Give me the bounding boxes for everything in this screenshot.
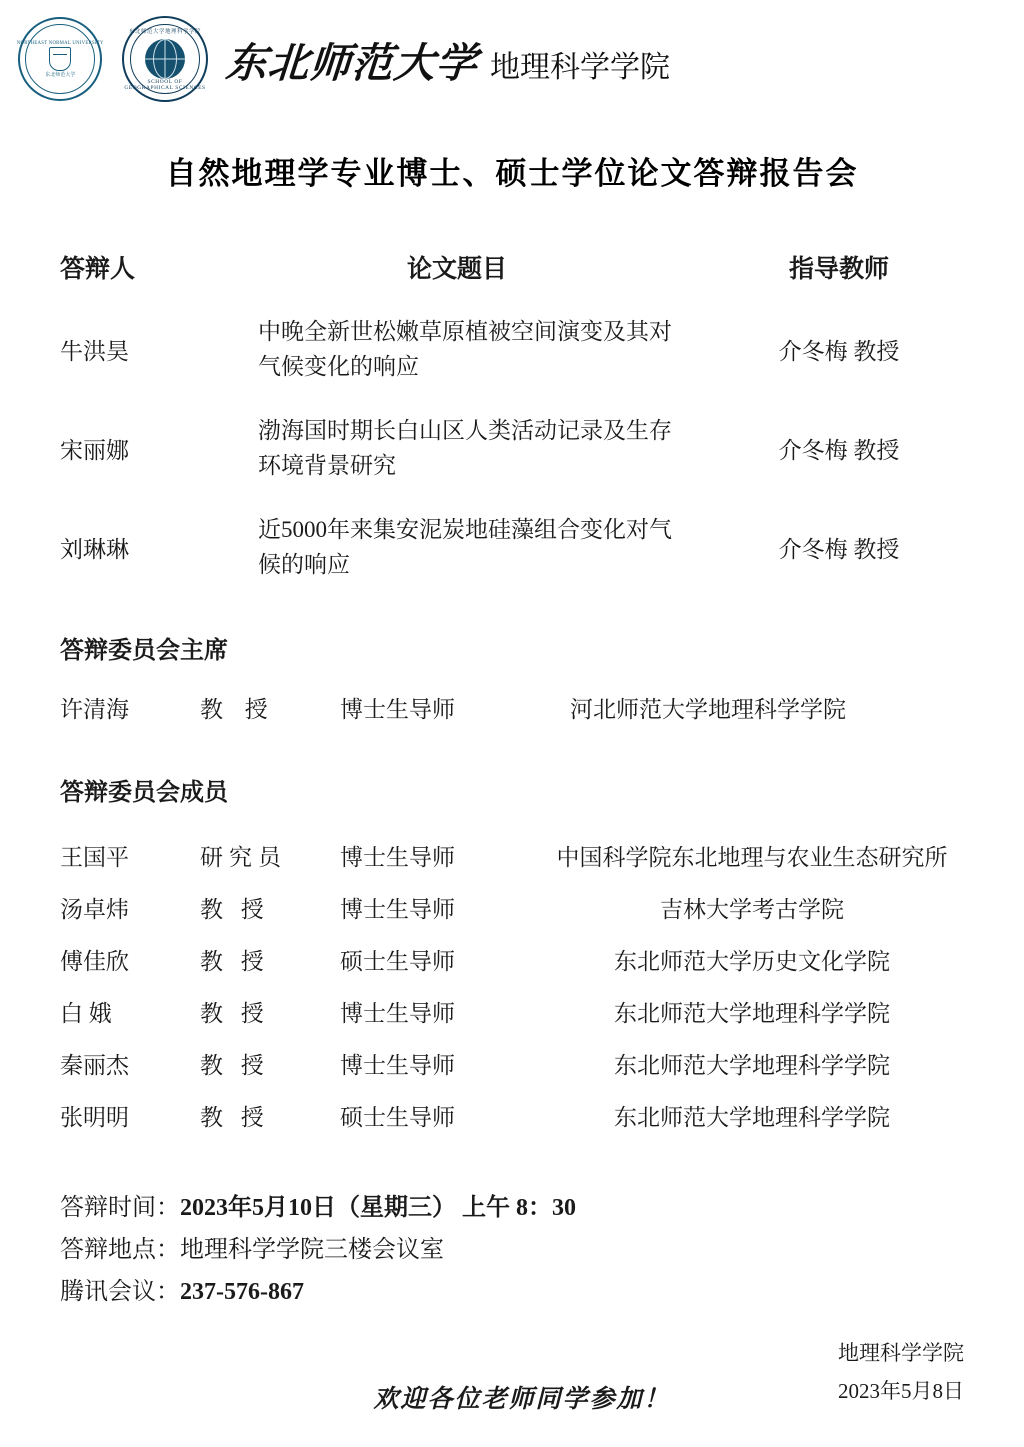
defense-time-line	[60, 1187, 964, 1229]
member-degree: 博士生导师	[340, 1000, 455, 1026]
defense-place-label: 答辩地点：	[60, 1237, 180, 1263]
candidate-name: 宋丽娜	[60, 438, 129, 463]
member-org: 东北师范大学地理科学学院	[614, 1000, 890, 1026]
seal2-arc-bottom: SCHOOL OF GEOGRAPHICAL SCIENCES	[124, 79, 206, 91]
member-org: 东北师范大学历史文化学院	[614, 948, 890, 974]
column-header-name: 答辩人	[60, 256, 136, 283]
member-rank: 教 授	[200, 896, 270, 922]
column-header-thesis: 论文题目	[406, 256, 507, 283]
candidate-thesis: 中晚全新世松嫩草原植被空间演变及其对气候变化的响应	[258, 319, 672, 379]
member-degree: 博士生导师	[340, 896, 455, 922]
globe-icon	[145, 39, 185, 79]
chair-rank: 教 授	[200, 697, 276, 722]
member-rank: 教 授	[200, 1052, 270, 1078]
candidate-thesis: 近5000年来集安泥炭地硅藻组合变化对气候的响应	[258, 517, 672, 577]
member-org: 东北师范大学地理科学学院	[614, 1104, 890, 1130]
school-name: 地理科学学院	[490, 50, 670, 84]
member-rank: 教 授	[200, 948, 270, 974]
footer-issuer: 地理科学学院	[838, 1341, 964, 1365]
candidate-name: 刘琳琳	[60, 537, 129, 562]
university-name: 东北师范大学	[224, 39, 480, 86]
defense-place-value: 地理科学学院三楼会议室	[180, 1237, 444, 1263]
list-item	[60, 1037, 964, 1089]
list-item	[60, 933, 964, 985]
member-org: 东北师范大学地理科学学院	[614, 1052, 890, 1078]
member-name: 张明明	[60, 1104, 129, 1130]
geography-school-seal-icon	[122, 16, 208, 102]
chair-row	[60, 691, 964, 724]
members-list	[0, 829, 1024, 1141]
member-degree: 硕士生导师	[340, 948, 455, 974]
list-item	[60, 829, 964, 881]
nenu-english-seal-icon	[18, 17, 102, 101]
candidate-thesis: 渤海国时期长白山区人类活动记录及生存环境背景研究	[258, 418, 672, 478]
candidate-advisor: 介冬梅 教授	[778, 438, 900, 463]
list-item	[60, 985, 964, 1037]
member-degree: 博士生导师	[340, 1052, 455, 1078]
footer-date: 2023年5月8日	[838, 1378, 964, 1403]
defense-time-value: 2023年5月10日（星期三） 上午 8：30	[180, 1195, 576, 1221]
seal1-shield-icon	[49, 47, 71, 71]
defense-info	[60, 1187, 964, 1313]
brand	[226, 30, 670, 89]
members-heading: 答辩委员会成员	[60, 780, 228, 806]
table-row	[60, 513, 964, 582]
member-org: 中国科学院东北地理与农业生态研究所	[556, 844, 948, 870]
document-footer	[0, 1335, 1024, 1421]
member-rank: 研究员	[200, 844, 287, 870]
list-item	[60, 881, 964, 933]
candidate-name: 牛洪昊	[60, 339, 129, 364]
defense-place-line	[60, 1229, 964, 1271]
member-rank: 教 授	[200, 1000, 270, 1026]
member-rank: 教 授	[200, 1104, 270, 1130]
meeting-id: 237-576-867	[180, 1279, 304, 1305]
seal2-arc-top: 东北师范大学地理科学学院	[129, 29, 201, 35]
member-name: 汤卓炜	[60, 896, 129, 922]
list-item	[60, 1089, 964, 1141]
member-org: 吉林大学考古学院	[660, 896, 844, 922]
member-name: 王国平	[60, 844, 129, 870]
table-row	[60, 315, 964, 384]
member-name: 傅佳欣	[60, 948, 129, 974]
chair-degree: 博士生导师	[340, 697, 455, 722]
member-name: 秦丽杰	[60, 1052, 129, 1078]
candidate-advisor: 介冬梅 教授	[778, 339, 900, 364]
seal1-arc-bottom: 东北师范大学	[44, 72, 76, 78]
welcome-note: 欢迎各位老师同学参加！	[373, 1386, 671, 1413]
defense-time-label: 答辩时间：	[60, 1195, 180, 1221]
chair-heading: 答辩委员会主席	[60, 638, 228, 664]
member-degree: 博士生导师	[340, 844, 455, 870]
table-row	[60, 414, 964, 483]
chair-org: 河北师范大学地理科学学院	[570, 697, 846, 722]
document-header	[0, 0, 1024, 100]
meeting-line	[60, 1271, 964, 1313]
candidate-advisor: 介冬梅 教授	[778, 537, 900, 562]
meeting-label: 腾讯会议：	[60, 1279, 180, 1305]
table-header	[60, 249, 964, 285]
member-degree: 硕士生导师	[340, 1104, 455, 1130]
page-title: 自然地理学专业博士、硕士学位论文答辩报告会	[165, 156, 859, 191]
seal1-arc-top: NORTHEAST NORMAL UNIVERSITY	[16, 39, 104, 46]
member-name: 白 娥	[60, 1000, 112, 1026]
chair-name: 许清海	[60, 697, 129, 722]
column-header-advisor: 指导教师	[788, 256, 889, 283]
